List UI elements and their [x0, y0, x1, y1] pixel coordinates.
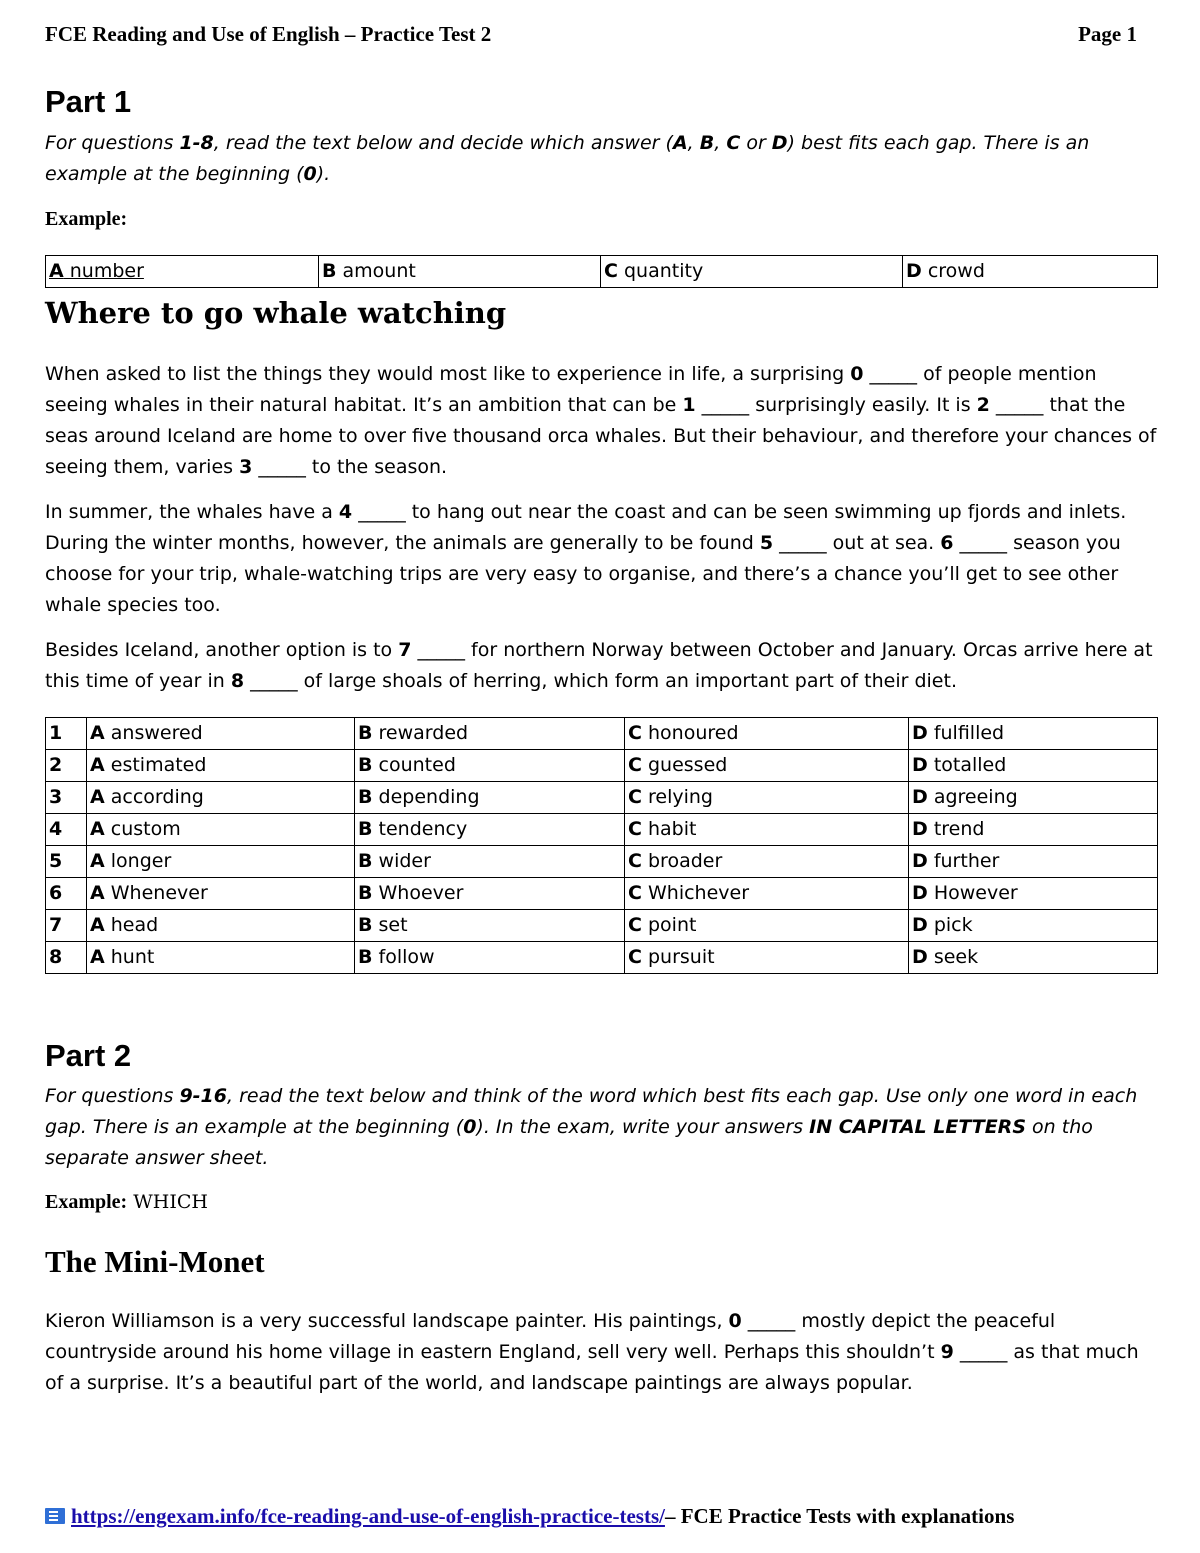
part1-article-title: Where to go whale watching — [45, 296, 507, 330]
example-option-b: B amount — [319, 256, 601, 288]
option-a: A hunt — [87, 942, 355, 974]
option-a: A answered — [87, 718, 355, 750]
part1-paragraph-2: In summer, the whales have a 4 _____ to hang out near the coast and can be seen swimming up fjords and inlets. During the winter months, however, the animals are generally to be found 5 _____ out at sea. 6 _____ season you choose for your trip, whale-watching trips are very easy to organise, and there’s a chance you’ll get to see other whale species too. — [45, 501, 1127, 616]
part1-instructions: For questions 1-8, read the text below and decide which answer (A, B, C or D) best fits each gap. There is an example at the beginning (0). — [45, 132, 1090, 185]
option-c: C habit — [625, 814, 909, 846]
part2-article-title: The Mini-Monet — [45, 1244, 265, 1279]
part2-paragraph: Kieron Williamson is a very successful landscape painter. His paintings, 0 _____ mostly depict the peaceful countryside around his home village in eastern England, sell very well. Perhaps this shouldn’t 9 _____ as that much of a surprise. It’s a beautiful part of the world, and landscape paintings are always popular. — [45, 1310, 1139, 1394]
option-d: D fulfilled — [909, 718, 1158, 750]
part2-heading: Part 2 — [45, 1038, 132, 1073]
question-row — [46, 846, 1158, 878]
question-row — [46, 910, 1158, 942]
question-number: 8 — [46, 942, 87, 974]
header-title: FCE Reading and Use of English – Practice Test 2 — [45, 22, 492, 46]
part2-instructions: For questions 9-16, read the text below and think of the word which best fits each gap. Use only one word in each gap. There is an example at the beginning (0). In the exam, write your answers IN CAPITAL LETTERS on tho separate answer sheet. — [45, 1085, 1138, 1169]
page-number: Page 1 — [1078, 22, 1137, 46]
questions-table — [45, 717, 1158, 974]
example-option-c: C quantity — [601, 256, 903, 288]
option-a: A longer — [87, 846, 355, 878]
question-number: 7 — [46, 910, 87, 942]
question-number: 5 — [46, 846, 87, 878]
question-number: 2 — [46, 750, 87, 782]
document-link-icon — [45, 1508, 65, 1524]
option-b: B depending — [355, 782, 625, 814]
option-c: C guessed — [625, 750, 909, 782]
option-d: D seek — [909, 942, 1158, 974]
question-row — [46, 718, 1158, 750]
option-d: D However — [909, 878, 1158, 910]
part1-heading: Part 1 — [45, 84, 132, 119]
option-b: B follow — [355, 942, 625, 974]
part2-example: Example: WHICH — [45, 1191, 208, 1213]
option-a: A Whenever — [87, 878, 355, 910]
option-b: B Whoever — [355, 878, 625, 910]
option-c: C broader — [625, 846, 909, 878]
question-number: 3 — [46, 782, 87, 814]
option-b: B counted — [355, 750, 625, 782]
option-d: D totalled — [909, 750, 1158, 782]
page-header — [45, 22, 1137, 52]
part2-example-answer: WHICH — [127, 1191, 208, 1213]
footer-link[interactable]: https://engexam.info/fce-reading-and-use-of-english-practice-tests/ — [71, 1504, 665, 1528]
option-c: C relying — [625, 782, 909, 814]
option-c: C pursuit — [625, 942, 909, 974]
option-d: D further — [909, 846, 1158, 878]
question-row — [46, 782, 1158, 814]
question-number: 6 — [46, 878, 87, 910]
option-b: B tendency — [355, 814, 625, 846]
option-a: A head — [87, 910, 355, 942]
part1-paragraph-3: Besides Iceland, another option is to 7 _____ for northern Norway between October and January. Orcas arrive here at this time of year in 8 _____ of large shoals of herring, which form an important part of their diet. — [45, 639, 1153, 692]
option-b: B wider — [355, 846, 625, 878]
option-c: C point — [625, 910, 909, 942]
page-footer — [45, 1504, 1157, 1534]
option-a: A custom — [87, 814, 355, 846]
question-number: 4 — [46, 814, 87, 846]
example-option-a: A number — [46, 256, 319, 288]
option-b: B rewarded — [355, 718, 625, 750]
option-d: D trend — [909, 814, 1158, 846]
example-option-d: D crowd — [903, 256, 1158, 288]
question-row — [46, 814, 1158, 846]
question-row — [46, 942, 1158, 974]
footer-text: – FCE Practice Tests with explanations — [664, 1504, 1015, 1528]
option-c: C Whichever — [625, 878, 909, 910]
part1-paragraph-1: When asked to list the things they would most like to experience in life, a surprising 0 _____ of people mention seeing whales in their natural habitat. It’s an ambition that can be 1 _____ surprisingly easily. It is 2 _____ that the seas around Iceland are home to over five thousand orca whales. But their behaviour, and therefore your chances of seeing them, varies 3 _____ to the season. — [45, 363, 1157, 478]
option-a: A according — [87, 782, 355, 814]
example-options-table — [45, 255, 1158, 288]
example-options-row — [46, 256, 1158, 288]
question-row — [46, 750, 1158, 782]
question-number: 1 — [46, 718, 87, 750]
option-c: C honoured — [625, 718, 909, 750]
option-d: D agreeing — [909, 782, 1158, 814]
part1-example-label: Example: — [45, 208, 128, 230]
option-a: A estimated — [87, 750, 355, 782]
option-d: D pick — [909, 910, 1158, 942]
option-b: B set — [355, 910, 625, 942]
question-row — [46, 878, 1158, 910]
